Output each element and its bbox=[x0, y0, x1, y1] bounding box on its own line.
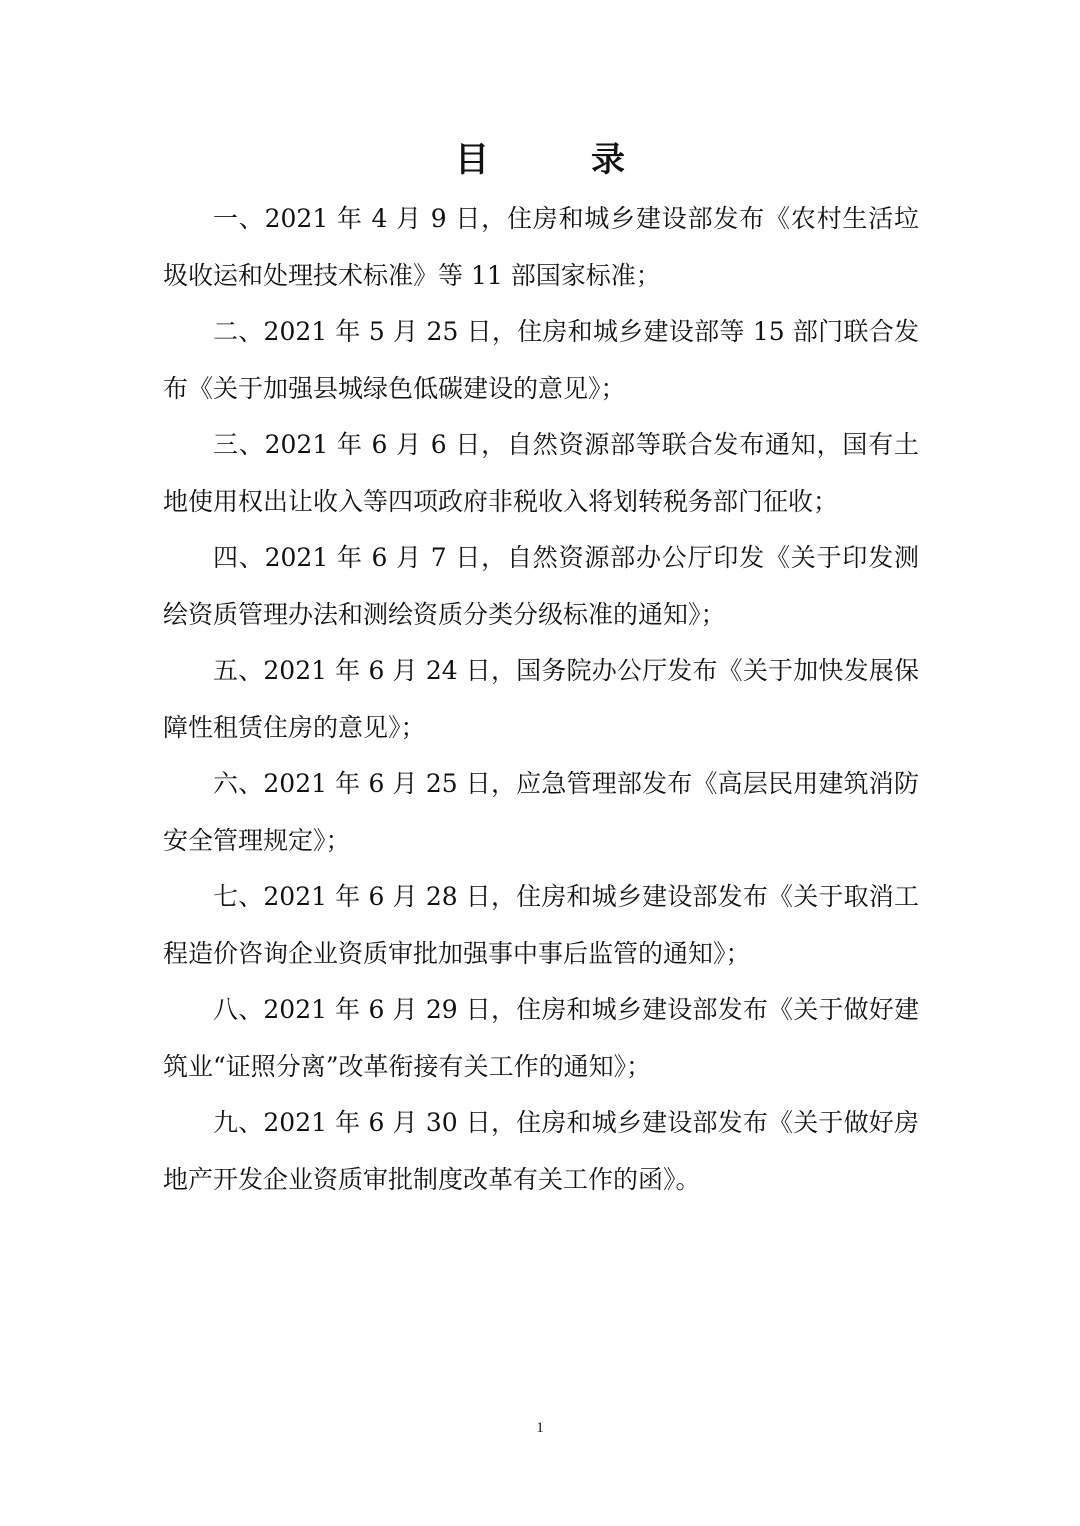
toc-item-8: 八、2021 年 6 月 29 日，住房和城乡建设部发布《关于做好建筑业“证照分离”改革衔接有关工作的通知》； bbox=[163, 995, 919, 1081]
toc-item-9: 九、2021 年 6 月 30 日，住房和城乡建设部发布《关于做好房地产开发企业资质审批制度改革有关工作的函》。 bbox=[163, 1108, 919, 1194]
toc-item-7: 七、2021 年 6 月 28 日，住房和城乡建设部发布《关于取消工程造价咨询企业资质审批加强事中事后监管的通知》； bbox=[163, 882, 919, 968]
page-number: 1 bbox=[536, 1420, 544, 1436]
toc-item-3: 三、2021 年 6 月 6 日，自然资源部等联合发布通知，国有土地使用权出让收入等四项政府非税收入将划转税务部门征收； bbox=[163, 430, 919, 516]
toc-item-2: 二、2021 年 5 月 25 日，住房和城乡建设部等 15 部门联合发布《关于加强县城绿色低碳建设的意见》； bbox=[163, 317, 919, 403]
page-title: 目 录 bbox=[455, 140, 659, 180]
table-of-contents bbox=[163, 191, 919, 1208]
toc-item-4: 四、2021 年 6 月 7 日，自然资源部办公厅印发《关于印发测绘资质管理办法和测绘资质分类分级标准的通知》； bbox=[163, 543, 919, 629]
toc-item-5: 五、2021 年 6 月 24 日，国务院办公厅发布《关于加快发展保障性租赁住房的意见》； bbox=[163, 656, 919, 742]
toc-item-1: 一、2021 年 4 月 9 日，住房和城乡建设部发布《农村生活垃圾收运和处理技术标准》等 11 部国家标准； bbox=[163, 204, 919, 290]
toc-item-6: 六、2021 年 6 月 25 日，应急管理部发布《高层民用建筑消防安全管理规定》； bbox=[163, 769, 919, 855]
